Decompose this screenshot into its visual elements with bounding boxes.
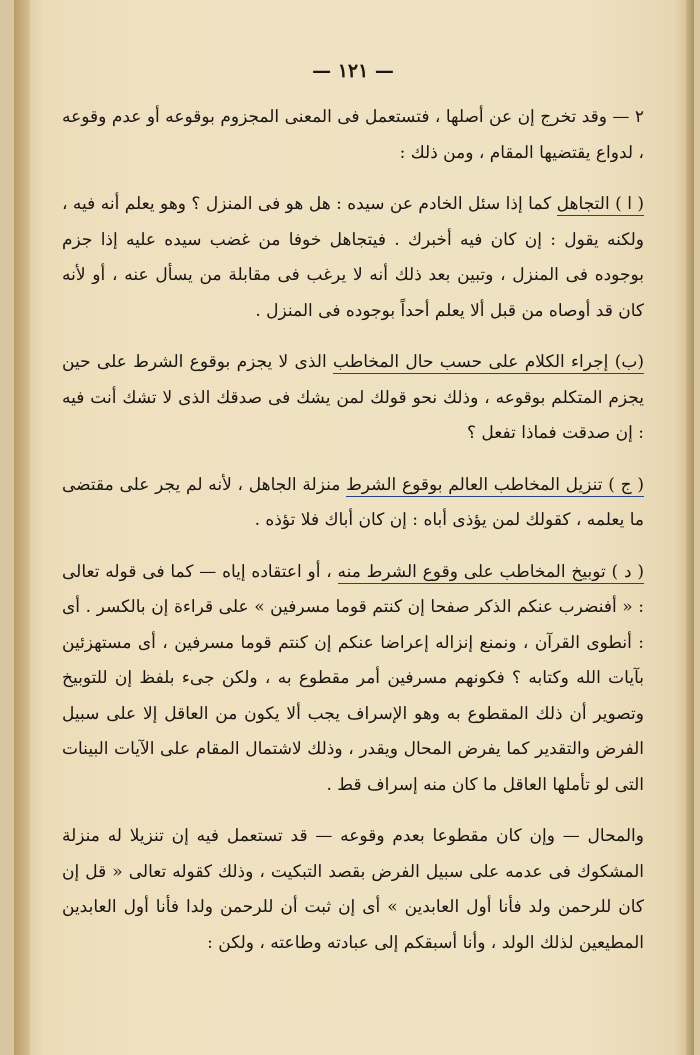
paragraph-text: والمحال — وإن كان مقطوعا بعدم وقوعه — قد تستعمل فيه إن تنزيلا له منزلة المشكوك فى عدمه على سبيل الفرض بقصد التبكيت ، وذلك كقوله تعالى « قل إن كان للرحمن ولد فأنا أول العابدين » أى إن ثبت أن للرحمن ولدا فأنا أول العابدين المطيعين لذلك الولد ، وأنا أسبقكم إلى عبادته وطاعته ، ولكن : bbox=[62, 826, 644, 953]
paragraph-ba bbox=[62, 345, 644, 452]
paragraph-jim bbox=[62, 468, 644, 539]
paragraph-heading: ( ج ) تنزيل المخاطب العالم بوقوع الشرط bbox=[346, 474, 644, 495]
paragraph-2 bbox=[62, 100, 644, 171]
paragraph-text: الذى لا يجزم بوقوع الشرط على حين يجزم المتكلم بوقوعه ، وذلك نحو قولك لمن يشك فى صدقك الذى لا تشك أنت فيه : إن صدقت فماذا تفعل ؟ bbox=[62, 352, 644, 443]
paragraph-text: كما إذا سئل الخادم عن سيده : هل هو فى المنزل ؟ وهو يعلم أنه فيه ، ولكنه يقول : إن كان فيه أخبرك . فيتجاهل خوفا من غضب سيده عليه إذا جزم بوجوده فى المنزل ، وتبين بعد ذلك أنه لا يرغب فى مقابلة من يسأل عنه ، أو لأنه كان قد أوصاه من قبل ألا يعلم أحداً بوجوده فى المنزل . bbox=[62, 194, 644, 321]
page-text bbox=[62, 60, 644, 961]
paragraph-alif bbox=[62, 187, 644, 329]
paragraph-heading: ( د ) توبيخ المخاطب على وقوع الشرط منه bbox=[337, 561, 644, 582]
page-number: — ١٢١ — bbox=[312, 60, 394, 82]
paragraph-text: ٢ — وقد تخرج إن عن أصلها ، فتستعمل فى المعنى المجزوم بوقوعه أو عدم وقوعه ، لدواع يقتضيها المقام ، ومن ذلك : bbox=[62, 107, 644, 163]
paragraph-heading: ( ا ) التجاهل bbox=[556, 194, 644, 214]
page-edge bbox=[686, 0, 694, 1055]
book-spine-shadow bbox=[14, 0, 30, 1055]
paragraph-muhal bbox=[62, 819, 644, 961]
paragraph-text: منزلة الجاهل ، لأنه لم يجر على مقتضى ما يعلمه ، كقولك لمن يؤذى أباه : إن كان أباك فلا تؤذه . bbox=[62, 474, 644, 530]
paragraph-text: ، أو اعتقاده إياه — كما فى قوله تعالى : « أفنضرب عنكم الذكر صفحا إن كنتم قوما مسرفين » على قراءة إن بالكسر . أى : أنطوى القرآن ، ونمنع إنزاله إعراضا عنكم إن كنتم قوما مسرفين ، أى مستهزئين بآيات الله وكتابه ؟ فكونهم مسرفين أمر مقطوع به ، ولكن جىء بلفظ إن للتوبيخ وتصوير أن ذلك المقطوع به وهو الإسراف يجب ألا يكون من العاقل إلا على سبيل الفرض والتقدير كما يفرض المحال ويقدر ، وذلك لاشتمال المقام على الآيات البينات التى لو تأملها العاقل ما كان منه إسراف قط . bbox=[62, 561, 644, 795]
paragraph-dal bbox=[62, 555, 644, 804]
paragraph-heading: (ب) إجراء الكلام على حسب حال المخاطب bbox=[333, 352, 644, 372]
